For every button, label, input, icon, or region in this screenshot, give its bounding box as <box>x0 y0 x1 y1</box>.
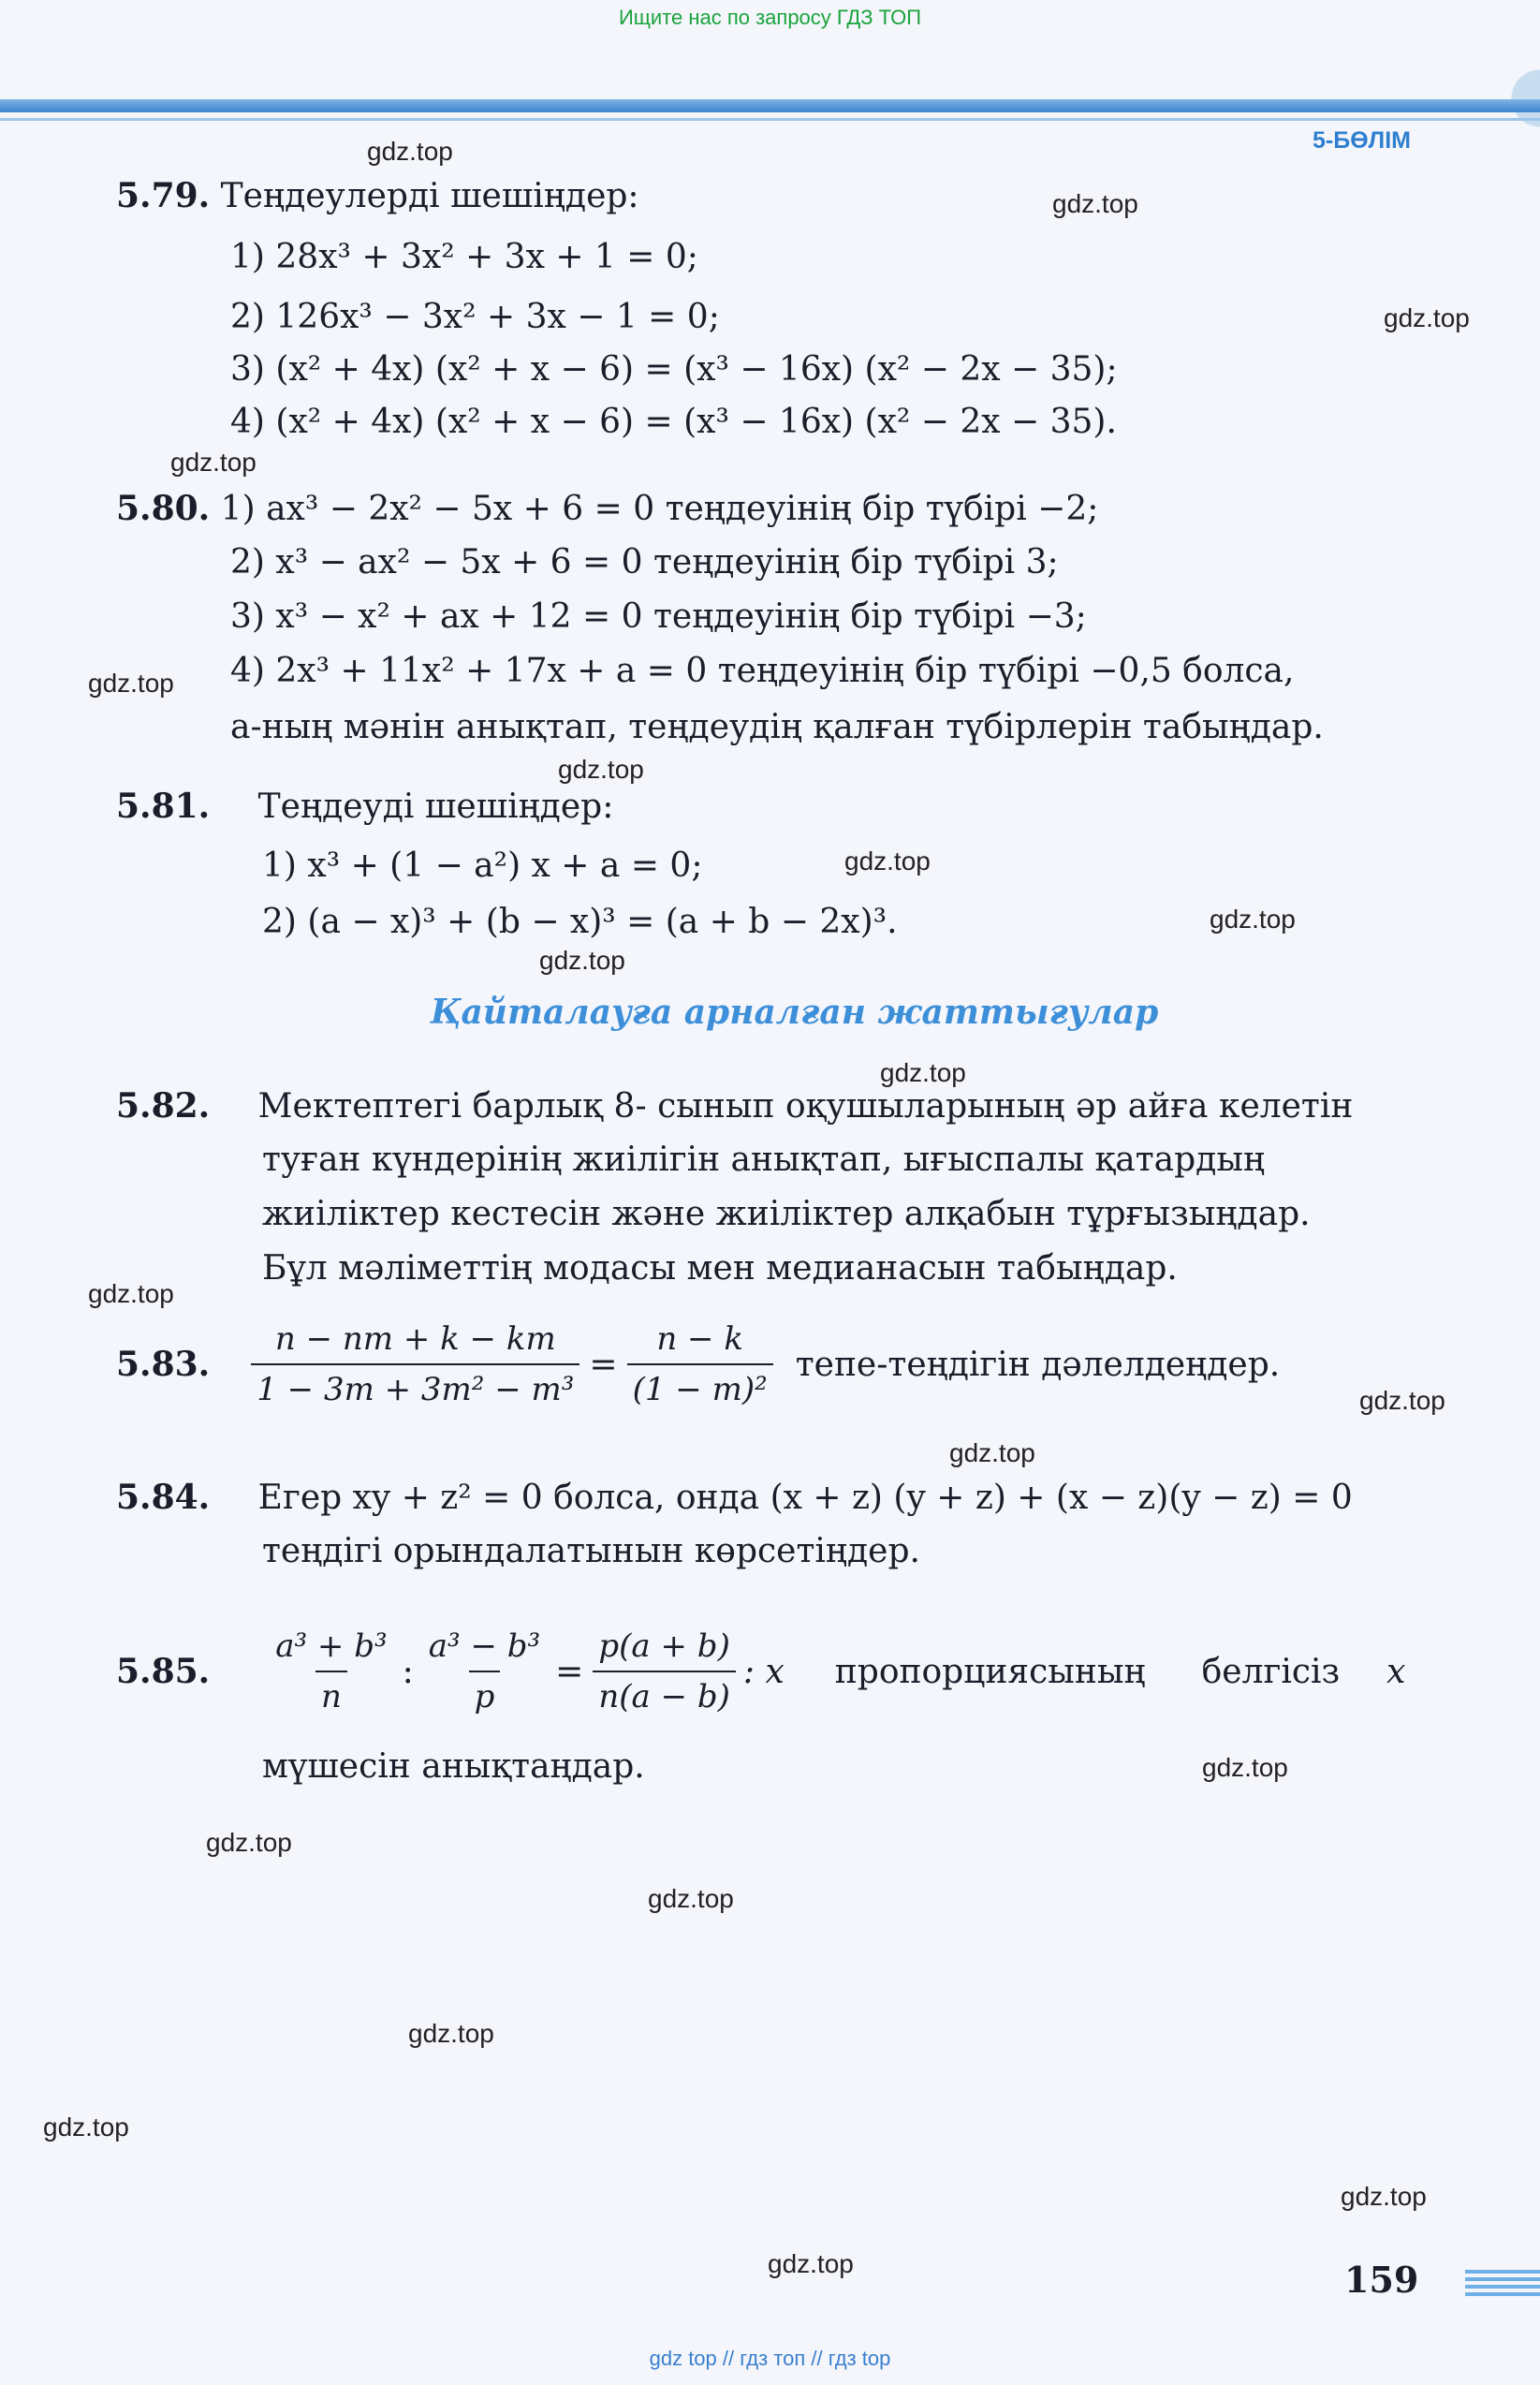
watermark: gdz.top <box>1359 1386 1445 1415</box>
problem-text: мүшесін анықтаңдар. <box>262 1747 645 1786</box>
page-number: 159 <box>1344 2259 1419 2301</box>
watermark: gdz.top <box>768 2249 854 2278</box>
bottom-link[interactable]: gdz top // гдз топ // гдз top <box>649 2347 891 2370</box>
problem-number: 5.85. <box>116 1652 211 1691</box>
watermark: gdz.top <box>844 847 931 876</box>
fraction-numerator: n − nm + k − km <box>274 1320 556 1358</box>
problem-text: тепе-теңдігін дәлелдеңдер. <box>795 1345 1281 1384</box>
problem-5-83 <box>116 1320 1280 1408</box>
equation-line: 2) 126x³ − 3x² + 3x − 1 = 0; <box>230 298 720 336</box>
section-label: 5-БӨЛІМ <box>1313 127 1411 154</box>
fraction-2 <box>423 1627 546 1715</box>
equals-sign: = <box>555 1652 584 1691</box>
problem-text: белгісіз <box>1201 1652 1341 1691</box>
problem-5-79-intro <box>116 176 639 215</box>
problem-text: туған күндерінің жиілігін анықтап, ығыспалы қатардың <box>262 1141 1266 1179</box>
fraction-numerator: n − k <box>656 1320 743 1358</box>
problem-number: 5.79. <box>116 176 211 215</box>
equation-line: 1) ax³ − 2x² − 5x + 6 = 0 теңдеуінің бір түбірі −2; <box>220 490 1099 528</box>
problem-number: 5.84. <box>116 1478 211 1517</box>
corner-decoration <box>1503 37 1540 159</box>
watermark: gdz.top <box>1384 303 1470 332</box>
equation-line: 3) (x² + 4x) (x² + x − 6) = (x³ − 16x) (x² − 2x − 35); <box>230 350 1118 389</box>
problem-text: жиіліктер кестесін және жиіліктер алқабын тұрғызыңдар. <box>262 1195 1311 1233</box>
fraction-1 <box>270 1627 392 1715</box>
unknown-variable: x <box>1386 1652 1406 1691</box>
fraction-denominator: (1 − m)² <box>627 1363 773 1408</box>
fraction-3 <box>593 1627 736 1715</box>
problem-number: 5.81. <box>116 787 211 826</box>
problem-5-81-intro <box>116 787 613 826</box>
fraction-denominator: 1 − 3m + 3m² − m³ <box>251 1363 579 1408</box>
equals-sign: = <box>589 1345 618 1384</box>
watermark: gdz.top <box>1210 905 1296 934</box>
equation-line: 1) x³ + (1 − a²) x + a = 0; <box>262 847 703 885</box>
fraction-right <box>627 1320 773 1408</box>
problem-text: Егер xy + z² = 0 болса, онда (x + z) (y + z) + (x − z)(y − z) = 0 <box>257 1479 1353 1517</box>
equation-line: 4) 2x³ + 11x² + 17x + a = 0 теңдеуінің бір түбірі −0,5 болса, <box>230 652 1295 690</box>
watermark: gdz.top <box>1341 2182 1427 2211</box>
top-link[interactable]: Ищите нас по запросу ГДЗ ТОП <box>618 6 922 29</box>
watermark: gdz.top <box>648 1884 734 1913</box>
fraction-denominator: n <box>315 1671 347 1715</box>
problem-5-85 <box>116 1627 1427 1715</box>
problem-number: 5.82. <box>116 1086 211 1126</box>
problem-text: a-ның мәнін анықтап, теңдеудің қалған түбірлерін табыңдар. <box>230 708 1324 746</box>
problem-text: Теңдеуді шешіңдер: <box>257 788 614 826</box>
problem-text: пропорциясының <box>834 1652 1146 1691</box>
equation-line: 1) 28x³ + 3x² + 3x + 1 = 0; <box>230 238 698 276</box>
problem-text: Бұл мәліметтің модасы мен медианасын табыңдар. <box>262 1249 1178 1288</box>
equation-line: 3) x³ − x² + ax + 12 = 0 теңдеуінің бір түбірі −3; <box>230 597 1087 636</box>
problem-text: Мектептегі барлық 8- сынып оқушыларының әр айға келетін <box>257 1087 1354 1126</box>
problem-number: 5.80. <box>116 489 211 528</box>
fraction-denominator: n(a − b) <box>593 1671 736 1715</box>
watermark: gdz.top <box>88 669 174 698</box>
problem-5-80-line <box>116 489 1098 528</box>
colon-sign: : <box>402 1652 414 1691</box>
problem-text: Теңдеулерді шешіңдер: <box>220 177 639 215</box>
equation-line: 2) x³ − ax² − 5x + 6 = 0 теңдеуінің бір түбірі 3; <box>230 543 1059 582</box>
equation-line: 2) (a − x)³ + (b − x)³ = (a + b − 2x)³. <box>262 903 898 941</box>
section-heading: Қайталауға арналған жаттығулар <box>431 993 1159 1032</box>
watermark: gdz.top <box>367 137 453 166</box>
fraction-numerator: a³ + b³ <box>275 1627 388 1665</box>
header-band <box>0 99 1540 112</box>
unknown-term: : x <box>742 1652 785 1691</box>
problem-text: теңдігі орындалатынын көрсетіңдер. <box>262 1532 920 1570</box>
watermark: gdz.top <box>558 755 644 784</box>
watermark: gdz.top <box>539 946 625 975</box>
watermark: gdz.top <box>1052 189 1138 218</box>
watermark: gdz.top <box>88 1279 174 1308</box>
header-band-thin <box>0 118 1540 121</box>
watermark: gdz.top <box>408 2019 494 2048</box>
fraction-denominator: p <box>469 1671 501 1715</box>
problem-5-84-line <box>116 1478 1353 1517</box>
watermark: gdz.top <box>170 448 257 477</box>
fraction-numerator: a³ − b³ <box>428 1627 541 1665</box>
watermark: gdz.top <box>43 2113 129 2142</box>
problem-number: 5.83. <box>116 1345 211 1384</box>
fraction-left <box>251 1320 579 1408</box>
watermark: gdz.top <box>206 1828 292 1857</box>
watermark: gdz.top <box>949 1438 1035 1467</box>
fraction-numerator: p(a + b) <box>598 1627 730 1665</box>
problem-5-82-line <box>116 1086 1353 1126</box>
watermark: gdz.top <box>1202 1753 1288 1782</box>
equation-line: 4) (x² + 4x) (x² + x − 6) = (x³ − 16x) (x² − 2x − 35). <box>230 403 1117 441</box>
watermark: gdz.top <box>880 1058 966 1087</box>
page-number-decoration <box>1465 2270 1540 2298</box>
